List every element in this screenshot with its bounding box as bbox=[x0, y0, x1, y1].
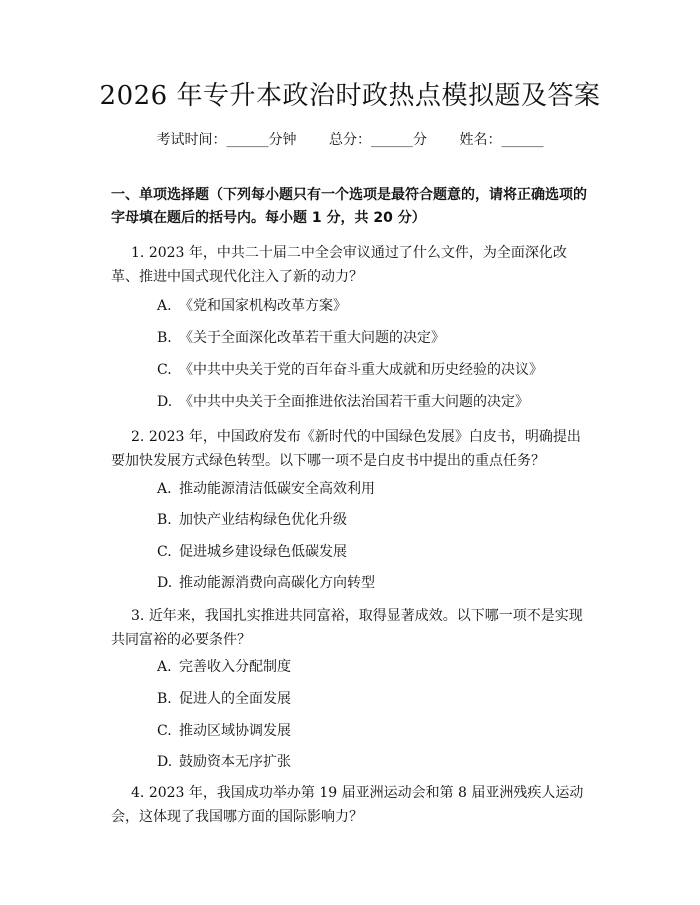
option-text: 促进城乡建设绿色低碳发展 bbox=[179, 544, 347, 560]
option-3c bbox=[157, 721, 577, 741]
option-text: 《中共中央关于党的百年奋斗重大成就和历史经验的决议》 bbox=[179, 362, 543, 378]
exam-meta bbox=[0, 128, 700, 152]
option-text: 鼓励资本无序扩张 bbox=[179, 754, 291, 770]
option-letter: B. bbox=[157, 330, 172, 346]
option-letter: A. bbox=[157, 659, 172, 675]
option-1b bbox=[157, 328, 577, 348]
option-text: 完善收入分配制度 bbox=[179, 659, 291, 675]
option-letter: C. bbox=[157, 544, 172, 560]
document-title: 2026 年专升本政治时政热点模拟题及答案 bbox=[99, 81, 601, 111]
option-text: 推动能源消费向高碳化方向转型 bbox=[179, 575, 375, 591]
question-number: 4. bbox=[131, 785, 145, 801]
option-2b bbox=[157, 510, 577, 530]
question-text: 2023 年，我国成功举办第 19 届亚洲运动会和第 8 届亚洲残疾人运动会，这体现了我国哪方面的国际影响力？ bbox=[111, 785, 584, 825]
option-2a bbox=[157, 479, 577, 499]
question-2 bbox=[111, 425, 589, 473]
option-2d bbox=[157, 573, 577, 593]
question-text: 2023 年，中国政府发布《新时代的中国绿色发展》白皮书，明确提出要加快发展方式绿色转型。以下哪一项不是白皮书中提出的重点任务？ bbox=[111, 429, 581, 469]
option-letter: D. bbox=[157, 754, 173, 770]
exam-time-field: 考试时间：______分钟 bbox=[156, 132, 297, 148]
option-3a bbox=[157, 657, 577, 677]
option-text: 促进人的全面发展 bbox=[179, 691, 291, 707]
option-letter: D. bbox=[157, 394, 173, 410]
question-3 bbox=[111, 604, 589, 652]
question-text: 2023 年，中共二十届二中全会审议通过了什么文件，为全面深化改革、推进中国式现代化注入了新的动力？ bbox=[111, 245, 567, 285]
option-2c bbox=[157, 542, 577, 562]
student-name-field: 姓名：______ bbox=[459, 132, 544, 148]
question-number: 3. bbox=[131, 608, 145, 624]
option-3b bbox=[157, 689, 577, 709]
option-text: 推动能源清洁低碳安全高效利用 bbox=[179, 481, 375, 497]
option-text: 加快产业结构绿色优化升级 bbox=[179, 512, 347, 528]
option-letter: B. bbox=[157, 512, 172, 528]
option-3d bbox=[157, 752, 577, 772]
question-4 bbox=[111, 781, 589, 829]
option-text: 《党和国家机构改革方案》 bbox=[179, 298, 347, 314]
option-letter: C. bbox=[157, 362, 172, 378]
option-1d bbox=[157, 392, 577, 412]
question-number: 2. bbox=[131, 429, 145, 445]
question-1 bbox=[111, 241, 589, 289]
option-1a bbox=[157, 296, 577, 316]
option-letter: A. bbox=[157, 481, 172, 497]
option-letter: D. bbox=[157, 575, 173, 591]
option-letter: B. bbox=[157, 691, 172, 707]
option-text: 《中共中央关于全面推进依法治国若干重大问题的决定》 bbox=[179, 394, 529, 410]
option-letter: A. bbox=[157, 298, 172, 314]
question-text: 近年来，我国扎实推进共同富裕，取得显著成效。以下哪一项不是实现共同富裕的必要条件？ bbox=[111, 608, 583, 648]
option-letter: C. bbox=[157, 723, 172, 739]
option-text: 推动区域协调发展 bbox=[179, 723, 291, 739]
section-heading: 一、单项选择题（下列每小题只有一个选项是最符合题意的，请将正确选项的字母填在题后的括号内。每小题 1 分，共 20 分） bbox=[111, 187, 587, 226]
option-text: 《关于全面深化改革若干重大问题的决定》 bbox=[179, 330, 445, 346]
total-score-field: 总分：______分 bbox=[329, 132, 427, 148]
question-number: 1. bbox=[131, 245, 145, 261]
option-1c bbox=[157, 360, 577, 380]
